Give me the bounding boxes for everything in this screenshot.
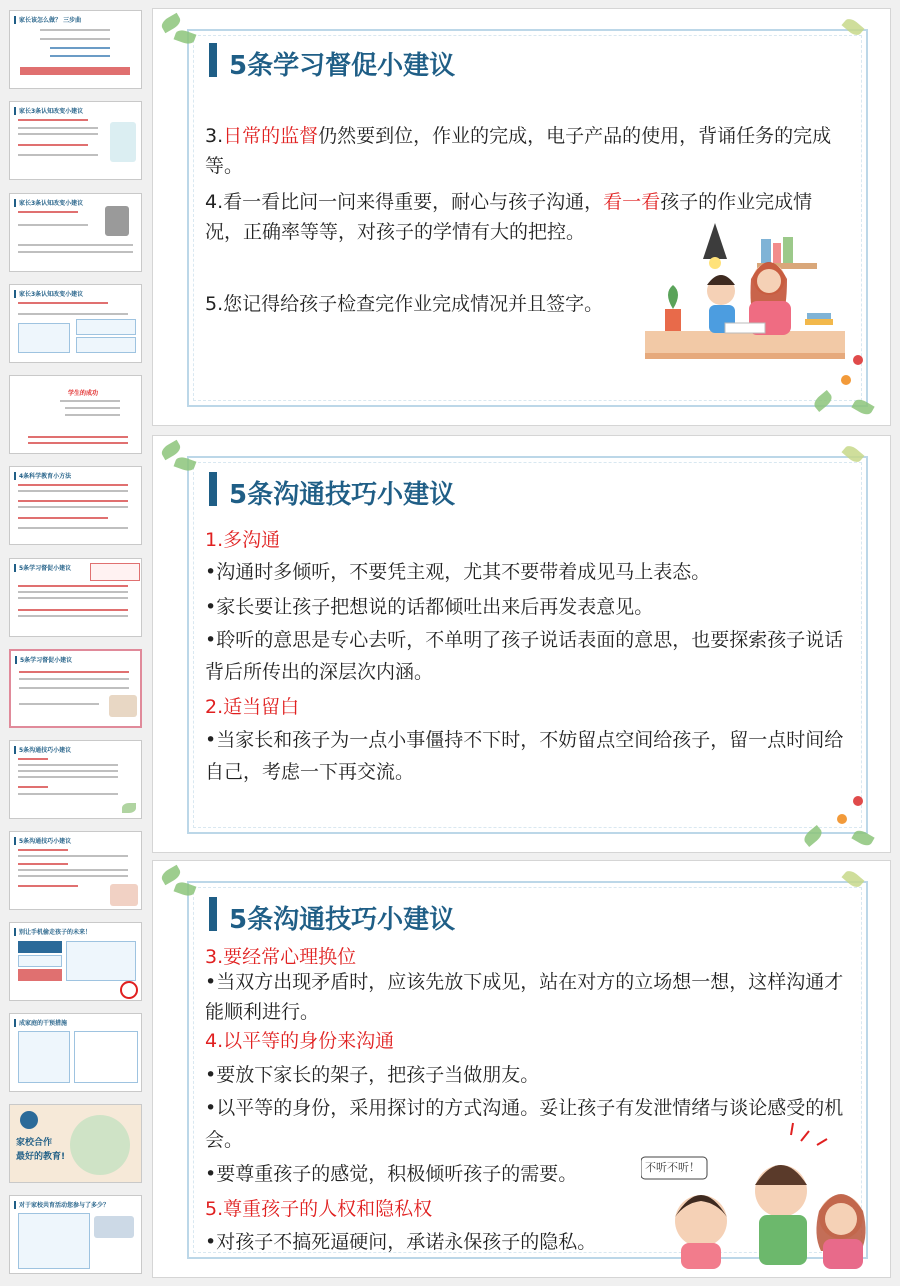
thumb-portrait [105,206,129,236]
bullet-2: •要放下家长的架子，把孩子当做朋友。 [205,1064,540,1086]
thumb-line [18,793,118,795]
thumb-line [28,442,128,444]
parent-child-study-illustration [645,223,865,373]
slide-study-supervision [152,8,891,426]
slide-thumbnail-4[interactable] [9,284,142,363]
slide-thumbnail-10[interactable] [9,831,142,910]
leaf-decoration [851,397,874,417]
thumb-title: 对于家校共育活动您参与了多少？ [19,1202,110,1209]
thumb-image [110,122,136,162]
thumb-title: 5条学习督促小建议 [19,565,72,572]
thumb-hands-image [70,1115,130,1175]
thumb-box [76,337,136,353]
flower-decoration [837,814,847,824]
section-1-heading: 1.多沟通 [205,529,281,551]
point-4-text: 孩子的作业完成情况，正确率等等，对孩子的学情有大的把控。 [205,191,813,243]
thumb-line [19,678,129,680]
thumb-line [18,869,128,871]
thumb-line [18,154,98,156]
thumb-title-marker [14,472,16,480]
thumb-title: 家长3条认知改变小建议 [19,200,84,207]
thumb-line [18,313,128,315]
thumb-line [18,244,133,246]
slide-thumbnail-2[interactable] [9,101,142,180]
section-4-heading: 4.以平等的身份来沟通 [205,1030,395,1052]
thumb-title: 家长3条认知改变小建议 [19,108,84,115]
thumb-title-marker [15,656,17,664]
thumb-line [19,687,129,689]
thumb-title: 5条沟通技巧小建议 [19,747,72,754]
thumb-line [19,703,99,705]
section-3-heading: 3.要经常心理换位 [205,946,357,968]
thumb-title-marker [14,107,16,115]
point-4-prefix: 4.看一看比问一问来得重要，耐心与孩子沟通， [205,191,604,213]
slide-thumbnail-9[interactable] [9,740,142,819]
thumb-line [18,251,133,253]
thumb-line [65,414,120,416]
thumb-no-phone-icon [120,981,138,999]
point-3-prefix: 3. [205,125,224,147]
thumb-title: 4条科学教育小方法 [19,473,72,480]
thumb-line [18,211,78,213]
thumb-highlight [20,67,130,75]
thumb-box [76,319,136,335]
slide-communication-tips-2 [152,860,891,1278]
thumb-image [94,1216,134,1238]
point-3-highlight: 日常的监督 [223,125,319,147]
slide-thumbnail-6[interactable] [9,466,142,545]
thumb-badge [20,1111,38,1129]
thumb-image [110,884,138,906]
thumb-line [18,875,128,877]
thumb-line [28,436,128,438]
slide-title: 5条沟通技巧小建议 [229,905,456,935]
title-marker [209,472,217,506]
thumb-line [40,29,110,31]
thumb-line [18,770,118,772]
bullet-4: •要尊重孩子的感觉，积极倾听孩子的需要。 [205,1163,578,1185]
thumb-line [18,863,68,865]
thumb-title-marker [14,16,16,24]
thumb-line [18,302,108,304]
thumb-line [18,758,48,760]
thumb-line [18,506,128,508]
thumb-line [60,400,120,402]
thumb-title: 家长该怎么做？ 三步曲 [19,17,82,24]
thumb-image [109,695,137,717]
thumb-line [18,500,128,502]
thumb-line [18,849,68,851]
point-3-text: 仍然要到位，作业的完成，电子产品的使用，背诵任务的完成等。 [205,125,832,177]
bullet-3: •以平等的身份，采用探讨的方式沟通。妥让孩子有发泄情绪与谈论感受的机会。 [205,1097,844,1151]
slide-communication-tips-1 [152,435,891,853]
thumb-box [18,1031,70,1083]
thumb-line [18,484,128,486]
thumb-title: 家长3条认知改变小建议 [19,291,84,298]
thumb-line [18,786,48,788]
thumb-box [18,969,62,981]
slide-thumbnail-8[interactable] [9,649,142,728]
thumb-line [65,407,120,409]
slide-thumbnail-11[interactable] [9,922,142,1001]
thumb-box [18,955,62,967]
slide-thumbnail-3[interactable] [9,193,142,272]
thumb-line [18,585,128,587]
thumb-title-marker [14,290,16,298]
slide-thumbnail-13[interactable] [9,1104,142,1183]
slide-thumbnail-5[interactable] [9,375,142,454]
slide-title: 5条学习督促小建议 [229,51,456,81]
thumb-line [18,119,88,121]
slide-thumbnail-panel [0,0,148,1286]
thumb-title-marker [14,564,16,572]
thumb-line [18,855,128,857]
speech-bubble-text: 不听不听！ [645,1161,700,1174]
thumb-line [18,224,88,226]
thumb-title-marker [14,1019,16,1027]
bullet-2: •家长要让孩子把想说的话都倾吐出来后再发表意见。 [205,596,654,618]
title-marker [209,897,217,931]
bullet-5: •对孩子不搞死逼硬问，承诺永保孩子的隐私。 [205,1231,597,1253]
thumb-line [50,55,110,57]
thumb-line [18,133,98,135]
thumb-line [18,490,128,492]
flower-decoration [841,375,851,385]
bullet-3: •聆听的意思是专心去听，不单明了孩子说话表面的意思，也要探索孩子说话背后所传出的深层次内涵。 [205,629,844,683]
slide-thumbnail-1[interactable] [9,10,142,89]
thumb-line [18,591,128,593]
thumb-line [18,597,128,599]
thumb-line [18,144,88,146]
thumb-line [19,671,129,673]
title-marker [209,43,217,77]
thumb-box [18,941,62,953]
thumb-title-marker [14,837,16,845]
thumb-text: 家校合作 [16,1138,53,1148]
thumb-line [18,517,108,519]
thumb-line [18,527,128,529]
family-argument-illustration [641,1121,877,1271]
slide-thumbnail-14[interactable] [9,1195,142,1274]
thumb-line [18,776,118,778]
thumb-title: 别让手机偷走孩子的未来！ [19,929,92,936]
slide-title: 5条沟通技巧小建议 [229,480,456,510]
thumb-box [66,941,136,981]
thumb-title-marker [14,928,16,936]
point-5: 5.您记得给孩子检查完作业完成情况并且签字。 [205,293,604,315]
thumb-title: 5条学习督促小建议 [20,657,73,664]
flower-decoration [853,355,863,365]
section-5-heading: 5.尊重孩子的人权和隐私权 [205,1198,433,1220]
slide-thumbnail-7[interactable] [9,558,142,637]
section-2-heading: 2.适当留白 [205,696,300,718]
thumb-leaf [122,803,136,813]
point-4-highlight: 看一看 [603,191,661,213]
flower-decoration [853,796,863,806]
thumb-title: 5条沟通技巧小建议 [19,838,72,845]
thumb-title-marker [14,1201,16,1209]
bullet-4: •当家长和孩子为一点小事僵持不下时，不妨留点空间给孩子，留一点时间给自己，考虑一下再交流。 [205,729,844,783]
point-3 [205,121,845,181]
thumb-line [40,38,110,40]
thumb-box [18,323,70,353]
thumb-line [18,127,98,129]
thumb-line [18,615,128,617]
thumb-line [50,47,110,49]
thumb-line [18,609,128,611]
bullet-1: •当双方出现矛盾时，应该先放下成见，站在对方的立场想一想，这样沟通才能顺利进行。 [205,971,844,1023]
thumb-callout [90,563,140,581]
slide-thumbnail-12[interactable] [9,1013,142,1092]
thumb-title: 成家庭的干预措施 [19,1020,68,1027]
thumb-line [18,885,78,887]
thumb-text: 最好的教育! [16,1152,66,1162]
thumb-title-marker [14,746,16,754]
bullet-1: •沟通时多倾听，不要凭主观，尤其不要带着成见马上表态。 [205,561,711,583]
leaf-decoration [851,828,874,848]
thumb-box [74,1031,138,1083]
thumb-title-marker [14,199,16,207]
thumb-title: 学生的成功 [68,390,99,397]
thumb-line [18,764,118,766]
thumb-box [18,1213,90,1269]
